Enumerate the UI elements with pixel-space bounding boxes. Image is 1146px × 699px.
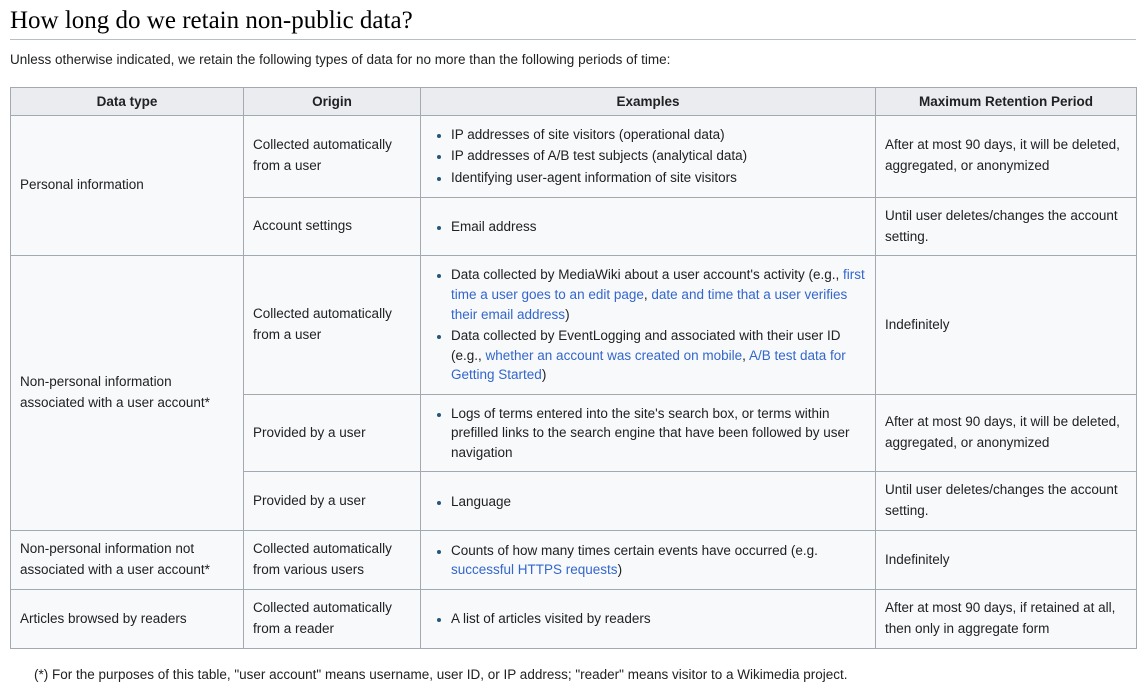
footnote-text: (*) For the purposes of this table, "user account" means username, user ID, or IP address; "reader" means visitor to a Wikimedia project. <box>34 667 848 683</box>
retention-cell: Indefinitely <box>876 256 1137 394</box>
examples-list <box>430 265 866 384</box>
example-link[interactable]: first time a user goes to an edit page <box>451 267 865 302</box>
examples-cell <box>421 394 876 472</box>
example-item <box>451 541 866 580</box>
example-item <box>451 125 866 145</box>
example-text: Data collected by MediaWiki about a user account's activity (e.g., <box>451 267 844 283</box>
example-item <box>451 404 866 463</box>
example-text: , <box>742 347 749 363</box>
origin-cell: Collected automatically from a user <box>244 256 421 394</box>
data-type-cell: Articles browsed by readers <box>11 590 244 649</box>
column-header: Data type <box>11 87 244 115</box>
examples-cell <box>421 531 876 590</box>
examples-list <box>430 125 866 188</box>
examples-cell <box>421 472 876 531</box>
example-text: Counts of how many times certain events have occurred (e.g. <box>451 542 818 558</box>
examples-list <box>430 404 866 463</box>
example-text: ) <box>541 367 547 383</box>
example-item <box>451 492 866 512</box>
table-head <box>11 87 1137 115</box>
example-text: Identifying user-agent information of site visitors <box>451 170 737 186</box>
data-type-cell: Non-personal information not associated with a user account* <box>11 531 244 590</box>
examples-list <box>430 609 866 629</box>
retention-cell: After at most 90 days, if retained at all, then only in aggregate form <box>876 590 1137 649</box>
origin-cell: Provided by a user <box>244 394 421 472</box>
example-text: A list of articles visited by readers <box>451 611 651 627</box>
examples-cell <box>421 197 876 256</box>
example-link[interactable]: successful HTTPS requests <box>451 562 618 578</box>
example-item <box>451 146 866 166</box>
example-text: IP addresses of A/B test subjects (analytical data) <box>451 148 748 164</box>
example-text: IP addresses of site visitors (operational data) <box>451 126 725 142</box>
examples-cell <box>421 256 876 394</box>
example-text: , <box>643 286 652 302</box>
table-row <box>11 590 1137 649</box>
origin-cell: Collected automatically from various users <box>244 531 421 590</box>
retention-cell: Until user deletes/changes the account setting. <box>876 197 1137 256</box>
data-type-cell: Non-personal information associated with a user account* <box>11 256 244 531</box>
retention-table <box>10 87 1137 649</box>
origin-cell: Collected automatically from a user <box>244 115 421 197</box>
examples-list <box>430 492 866 512</box>
example-text: Data collected by EventLogging and associated with their user ID (e.g., <box>451 328 841 363</box>
data-type-cell: Personal information <box>11 115 244 256</box>
table-row <box>11 531 1137 590</box>
example-item <box>451 609 866 629</box>
retention-cell: Indefinitely <box>876 531 1137 590</box>
example-text: ) <box>617 562 623 578</box>
examples-list <box>430 541 866 580</box>
example-item <box>451 326 866 385</box>
example-item <box>451 217 866 237</box>
example-item <box>451 168 866 188</box>
table-body <box>11 115 1137 648</box>
example-text: Language <box>451 493 512 509</box>
table-row <box>11 115 1137 197</box>
retention-cell: After at most 90 days, it will be deleted, aggregated, or anonymized <box>876 115 1137 197</box>
example-text: Email address <box>451 218 537 234</box>
example-link[interactable]: whether an account was created on mobile <box>485 347 743 363</box>
table-header-row <box>11 87 1137 115</box>
intro-text: Unless otherwise indicated, we retain the following types of data for no more than the following periods of time: <box>10 52 671 67</box>
example-link[interactable]: A/B test data for Getting Started <box>451 347 846 383</box>
retention-cell: After at most 90 days, it will be deleted, aggregated, or anonymized <box>876 394 1137 472</box>
column-header: Origin <box>244 87 421 115</box>
example-item <box>451 265 866 324</box>
example-text: ) <box>565 306 570 322</box>
column-header: Examples <box>421 87 876 115</box>
origin-cell: Account settings <box>244 197 421 256</box>
retention-cell: Until user deletes/changes the account setting. <box>876 472 1137 531</box>
origin-cell: Collected automatically from a reader <box>244 590 421 649</box>
origin-cell: Provided by a user <box>244 472 421 531</box>
example-text: Logs of terms entered into the site's search box, or terms within prefilled links to the search engine that have been followed by user navigation <box>451 405 850 460</box>
examples-list <box>430 217 866 237</box>
column-header: Maximum Retention Period <box>876 87 1137 115</box>
page-title: How long do we retain non-public data? <box>10 6 1136 40</box>
examples-cell <box>421 115 876 197</box>
table-row <box>11 256 1137 394</box>
example-link[interactable]: date and time that a user verifies their email address <box>451 286 848 322</box>
examples-cell <box>421 590 876 649</box>
